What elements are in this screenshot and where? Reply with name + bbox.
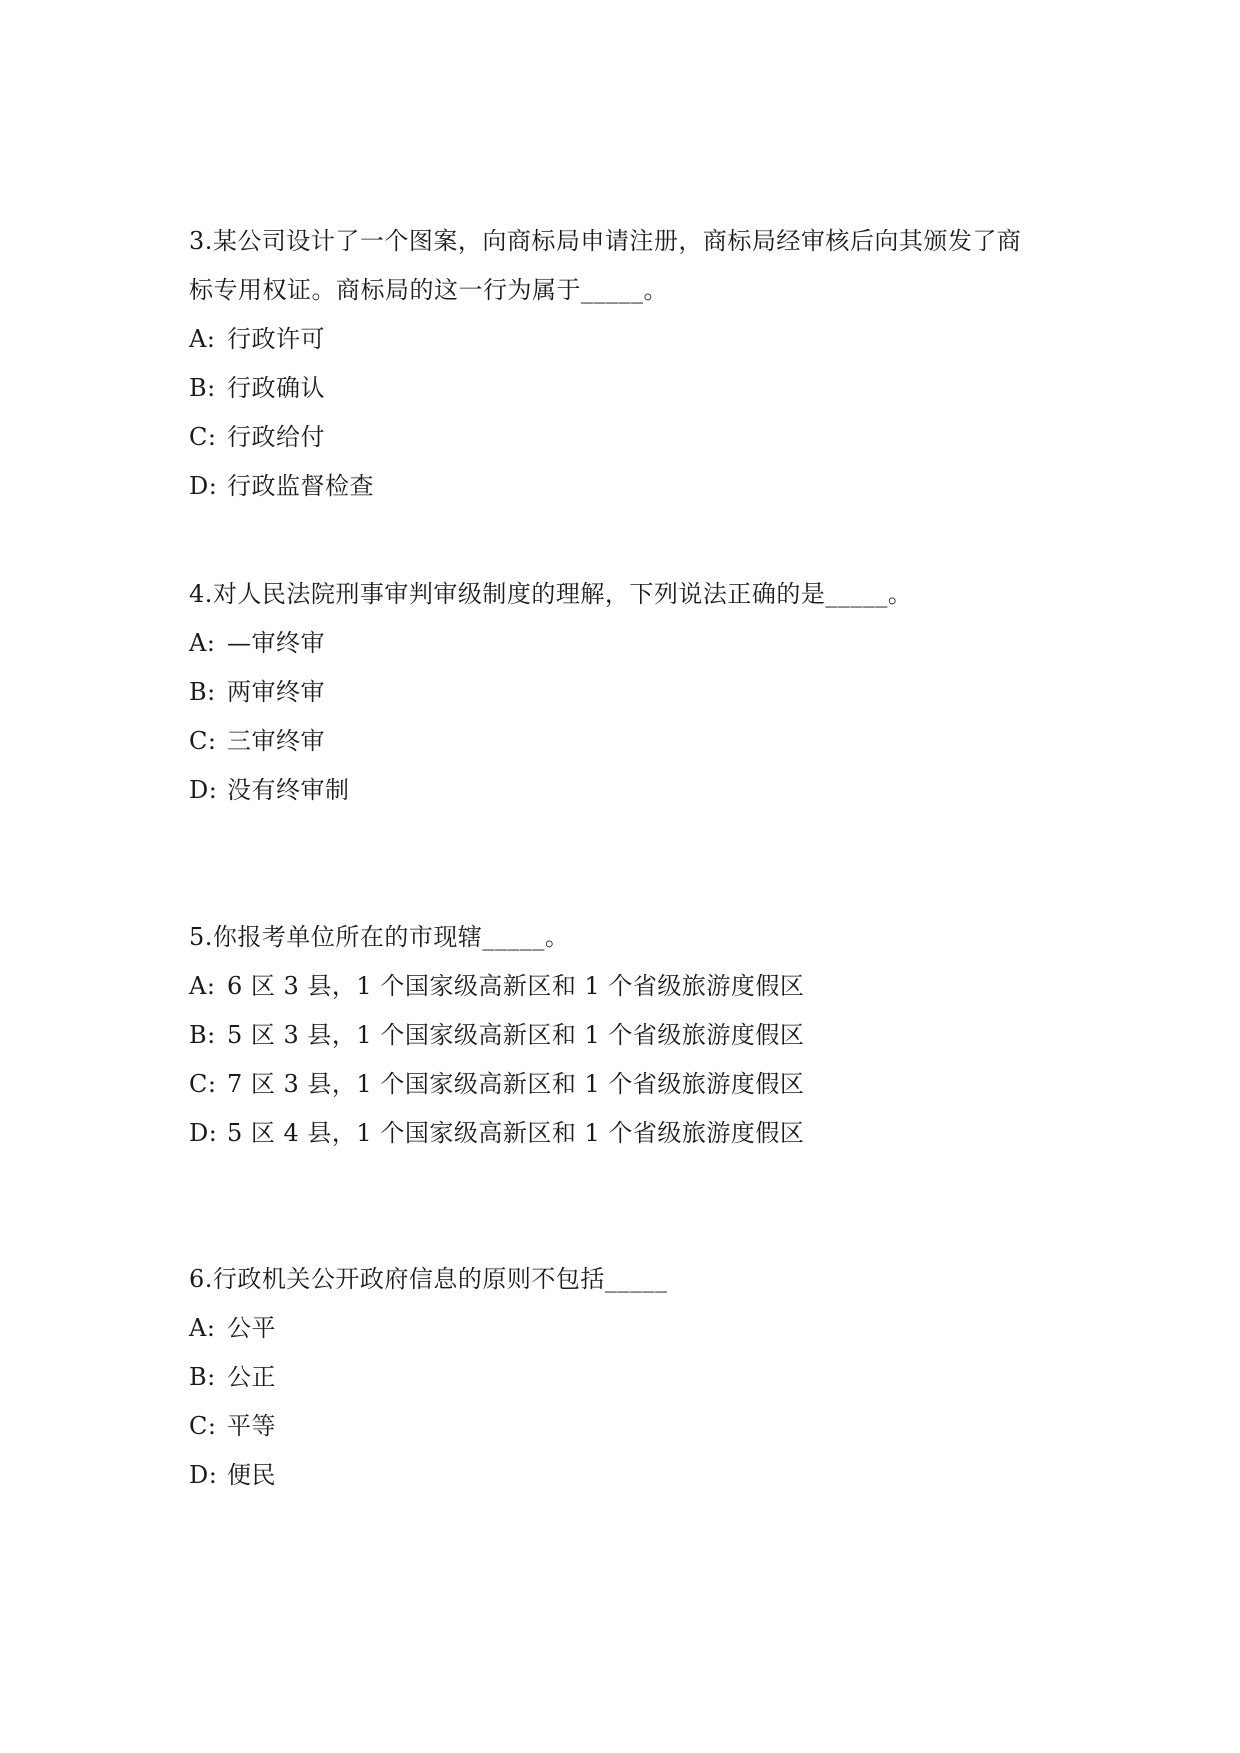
option-a: A: —审终审 [189, 629, 325, 657]
question-6 [189, 1255, 1069, 1500]
question-stem-line: 6.行政机关公开政府信息的原则不包括_____ [189, 1265, 668, 1293]
option-d: D: 便民 [189, 1461, 276, 1489]
option-b: B: 行政确认 [189, 374, 325, 402]
option-b: B: 5 区 3 县，1 个国家级高新区和 1 个省级旅游度假区 [189, 1021, 805, 1049]
option-c: C: 平等 [189, 1412, 276, 1440]
question-4 [189, 570, 1069, 815]
option-d: D: 没有终审制 [189, 776, 350, 804]
option-a: A: 公平 [189, 1314, 276, 1342]
option-d: D: 行政监督检查 [189, 472, 374, 500]
option-d: D: 5 区 4 县，1 个国家级高新区和 1 个省级旅游度假区 [189, 1119, 805, 1147]
option-a: A: 行政许可 [189, 325, 325, 353]
question-stem-line: 标专用权证。商标局的这一行为属于_____。 [189, 276, 668, 304]
option-a: A: 6 区 3 县，1 个国家级高新区和 1 个省级旅游度假区 [189, 972, 805, 1000]
question-stem-line: 5.你报考单位所在的市现辖_____。 [189, 923, 570, 951]
question-stem-line: 4.对人民法院刑事审判审级制度的理解，下列说法正确的是_____。 [189, 580, 913, 608]
question-3 [189, 217, 1069, 511]
question-stem-line: 3.某公司设计了一个图案，向商标局申请注册，商标局经审核后向其颁发了商 [189, 227, 1022, 255]
question-5 [189, 913, 1069, 1158]
option-c: C: 行政给付 [189, 423, 325, 451]
option-b: B: 两审终审 [189, 678, 325, 706]
option-c: C: 三审终审 [189, 727, 325, 755]
option-c: C: 7 区 3 县，1 个国家级高新区和 1 个省级旅游度假区 [189, 1070, 805, 1098]
option-b: B: 公正 [189, 1363, 276, 1391]
